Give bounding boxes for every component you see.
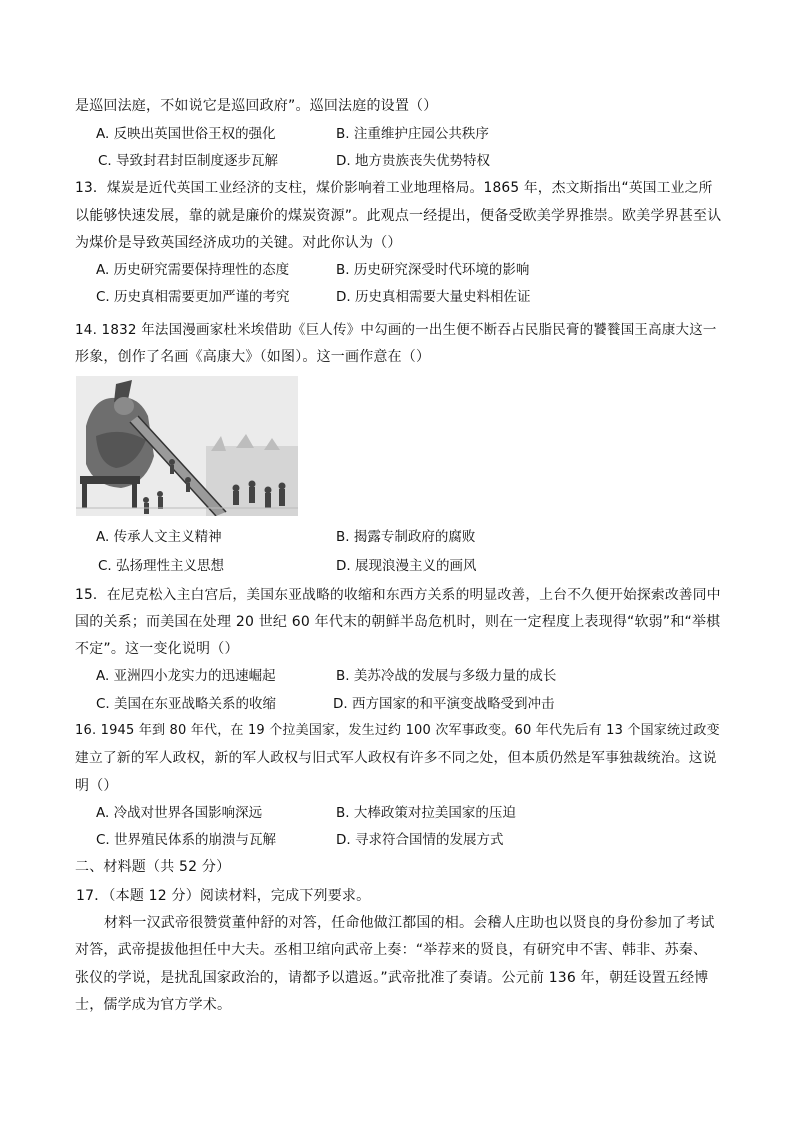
- q12-option-c: C. 导致封君封臣制度逐步瓦解: [98, 153, 279, 169]
- q14-option-c: C. 弘扬理性主义思想: [98, 558, 225, 574]
- q14-line-1: 14. 1832 年法国漫画家杜米埃借助《巨人传》中勾画的一出生便不断吞占民脂民膏的饕餮国王高康大这一: [75, 322, 717, 338]
- gargantua-caricature-image: [76, 376, 298, 516]
- q17-title: 17．（本题 12 分）阅读材料，完成下列要求。: [76, 888, 371, 904]
- q12-option-a: A. 反映出英国世俗王权的强化: [96, 126, 276, 142]
- q13-option-d: D. 历史真相需要大量史料相佐证: [336, 289, 531, 305]
- q13-option-c: C. 历史真相需要更加严谨的考究: [96, 289, 290, 305]
- q17-material-line-2: 对答，武帝提拔他担任中大夫。丞相卫绾向武帝上奏：“举荐来的贤良，有研究申不害、韩非、苏秦、: [75, 942, 708, 958]
- q16-option-d: D. 寻求符合国情的发展方式: [336, 832, 504, 848]
- q16-option-c: C. 世界殖民体系的崩溃与瓦解: [96, 832, 277, 848]
- q15-option-b: B. 美苏冷战的发展与多级力量的成长: [336, 668, 557, 684]
- q14-option-a: A. 传承人文主义精神: [96, 529, 222, 545]
- q17-material-line-4: 士，儒学成为官方学术。: [75, 997, 232, 1013]
- q16-line-1: 16. 1945 年到 80 年代，在 19 个拉美国家，发生过约 100 次军事政变。60 年代先后有 13 个国家统过政变: [75, 723, 720, 738]
- q12-option-b: B. 注重维护庄园公共秩序: [336, 126, 489, 142]
- q17-material-line-1: 材料一汉武帝很赞赏董仲舒的对答，任命他做江都国的相。会稽人庄助也以贤良的身份参加了考试: [104, 915, 715, 931]
- q16-line-3: 明（）: [75, 778, 118, 794]
- q13-line-2: 以能够快速发展，靠的就是廉价的煤炭资源”。此观点一经提出，便备受欧美学界推崇。欧美学界甚至认: [75, 208, 722, 224]
- q16-option-b: B. 大棒政策对拉美国家的压迫: [336, 805, 516, 821]
- q15-line-1: 15．在尼克松入主白宫后，美国东亚战略的收缩和东西方关系的明显改善，上台不久便开始探索改善同中: [75, 587, 721, 603]
- q12-continuation: 是巡回法庭，不如说它是巡回政府”。巡回法庭的设置（）: [75, 98, 438, 114]
- q14-option-b: B. 揭露专制政府的腐败: [336, 529, 476, 545]
- q12-option-d: D. 地方贵族丧失优势特权: [336, 153, 490, 169]
- q15-option-d: D. 西方国家的和平演变战略受到冲击: [333, 696, 555, 712]
- q14-option-d: D. 展现浪漫主义的画风: [336, 558, 477, 574]
- q16-option-a: A. 冷战对世界各国影响深远: [96, 805, 263, 821]
- q13-line-1: 13．煤炭是近代英国工业经济的支柱，煤价影响着工业地理格局。1865 年，杰文斯指出“英国工业之所: [75, 180, 713, 196]
- q16-line-2: 建立了新的军人政权，新的军人政权与旧式军人政权有许多不同之处，但本质仍然是军事独裁统治。这说: [75, 750, 717, 766]
- q17-material-line-3: 张仪的学说，是扰乱国家政治的，请都予以遣返。”武帝批准了奏请。公元前 136 年，朝廷设置五经博: [75, 970, 709, 986]
- q13-option-a: A. 历史研究需要保持理性的态度: [96, 262, 290, 278]
- q15-line-2: 国的关系；而美国在处理 20 世纪 60 年代末的朝鲜半岛危机时，则在一定程度上表现得“软弱”和“举棋: [75, 614, 721, 630]
- q14-line-2: 形象，创作了名画《高康大》（如图）。这一画作意在（）: [75, 349, 431, 365]
- q15-option-a: A. 亚洲四小龙实力的迅速崛起: [96, 668, 276, 684]
- q15-line-3: 不定”。这一变化说明（）: [75, 641, 239, 657]
- section-2-heading: 二、材料题（共 52 分）: [75, 859, 231, 875]
- q13-option-b: B. 历史研究深受时代环境的影响: [336, 262, 530, 278]
- q13-line-3: 为煤价是导致英国经济成功的关键。对此你认为（）: [75, 235, 402, 251]
- q15-option-c: C. 美国在东亚战略关系的收缩: [96, 696, 277, 712]
